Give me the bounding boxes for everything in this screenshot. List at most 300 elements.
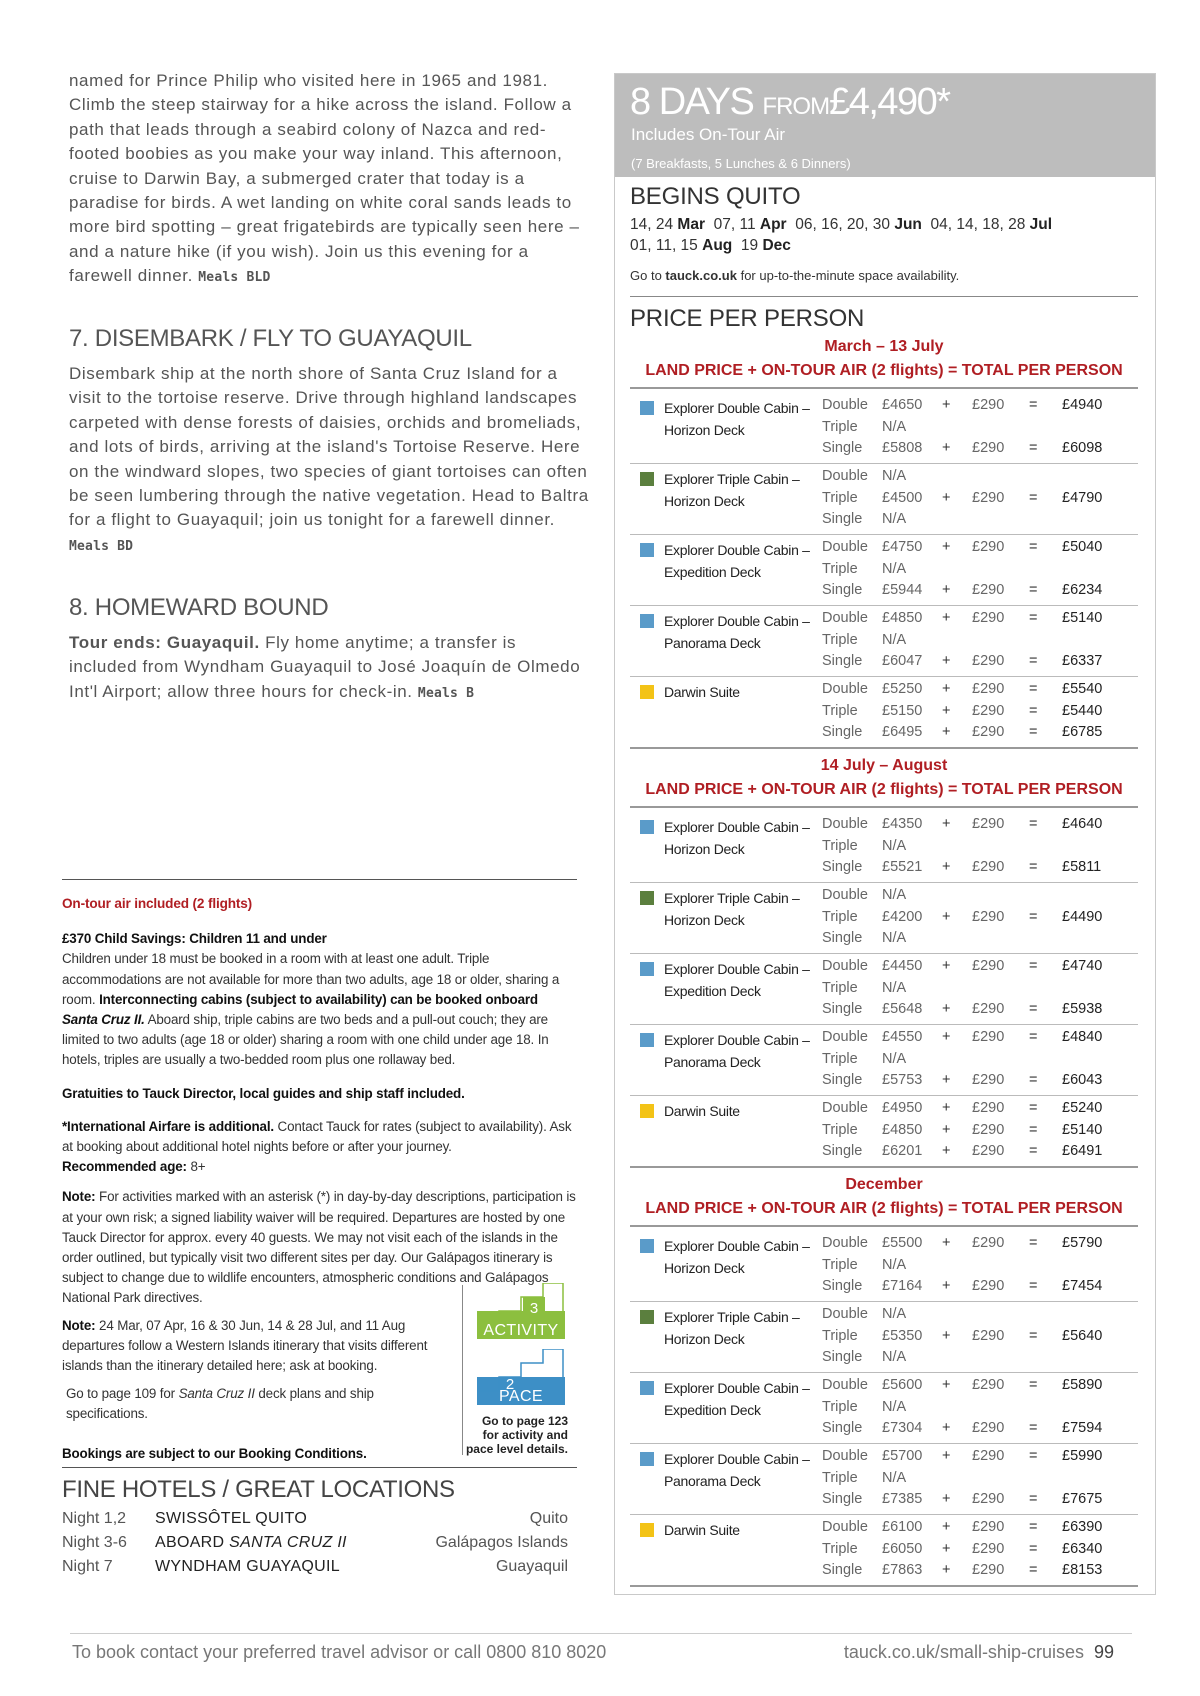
price-tot: £4790 [1062,489,1103,506]
price-land: £6495 [882,724,923,741]
price-plus: + [942,724,951,741]
price-land: £5150 [882,702,923,719]
price-eq: = [1029,1072,1038,1089]
price-land: N/A [882,1306,907,1322]
cabin-color-key [640,1310,654,1324]
price-plus: + [942,859,951,876]
price-period-title: December [845,1176,923,1193]
price-air: £290 [972,1540,1005,1557]
cabin-name: Explorer Triple Cabin – Horizon Deck [664,1309,800,1347]
price-air: £290 [972,724,1005,741]
price-air: £290 [972,816,1005,832]
price-occ: Single [822,440,863,457]
cabin-color-key [640,685,654,699]
price-occ: Triple [822,418,858,435]
cabin-divider [630,1514,1138,1515]
price-occ: Single [822,1420,863,1437]
divider [630,1225,1138,1227]
cabin-divider [630,1024,1138,1025]
price-occ: Triple [822,979,858,996]
begins-city: BEGINS QUITO [630,183,801,210]
price-occ: Single [822,582,863,599]
price-land: N/A [882,887,907,903]
tauck-link[interactable]: tauck.co.uk [665,268,737,283]
price-tot: £8153 [1062,1562,1103,1579]
price-air: £290 [972,1072,1005,1089]
hotel-row: Night 3-6 ABOARD SANTA CRUZ II Galápagos Islands [62,1534,568,1551]
tour-notes [62,894,577,1320]
price-land: £4950 [882,1100,923,1116]
pace-level-number: 2 [505,1376,515,1393]
price-land: N/A [882,1050,907,1067]
price-land: £6047 [882,653,923,670]
price-eq: = [1029,1121,1038,1138]
footer-url[interactable]: tauck.co.uk/small-ship-cruises [843,1642,1084,1662]
price-plus: + [942,1562,951,1579]
booking-conditions-note: Bookings are subject to our Booking Conditions. [62,1446,367,1461]
price-eq: = [1029,582,1038,599]
price-eq: = [1029,1448,1038,1464]
price-plus: + [942,1100,951,1116]
price-air: £290 [972,1001,1005,1018]
cabin-divider [630,1095,1138,1096]
availability-note: Go to tauck.co.uk for up-to-the-minute space availability. [630,268,960,283]
price-occ: Triple [822,1327,858,1344]
price-tot: £5790 [1062,1235,1103,1251]
price-air: £290 [972,1143,1005,1160]
price-plus: + [942,1235,951,1251]
activity-pace-reference: Go to page 123 for activity and pace level details. [465,1414,568,1456]
activity-level-number: 3 [529,1300,539,1317]
price-plus: + [942,539,951,555]
child-savings-note: £370 Child Savings: Children 11 and under Children under 18 must be booked in a room with at least one adult. Triple accommodations are not available for more than two adults, age 18 or older, sharing a room. Interconnecting cabins (subject to availability) can be booked onboard Santa Cruz II. Aboard ship, triple cabins are two beds and a pull-out couch; they are limited to two adults (age 18 or older) sharing a room with one child under age 18. In hotels, triples are usually a two-bedded room plus one rollaway bed. [62,931,560,1068]
price-occ: Triple [822,1121,858,1138]
activity-level-label: ACTIVITY [483,1322,559,1339]
price-eq: = [1029,1540,1038,1557]
price-eq: = [1029,1327,1038,1344]
price-occ: Triple [822,560,858,577]
cabin-divider [630,676,1138,677]
footer-booking-contact: To book contact your preferred travel advisor or call 0800 810 8020 [72,1642,607,1662]
price-occ: Single [822,1001,863,1018]
price-land: £6201 [882,1143,923,1160]
price-land: £5944 [882,582,923,599]
cabin-color-key [640,614,654,628]
price-occ: Single [822,653,863,670]
price-formula: LAND PRICE + ON-TOUR AIR (2 flights) = TOTAL PER PERSON [645,781,1123,798]
price-land: £7164 [882,1278,923,1295]
price-occ: Single [822,1072,863,1089]
badge-divider [462,1285,463,1455]
price-plus: + [942,610,951,626]
cabin-color-key [640,1104,654,1118]
cabin-color-key [640,543,654,557]
price-air: £290 [972,958,1005,974]
price-occ: Double [822,958,868,974]
cabin-name: Darwin Suite [664,1522,740,1538]
notes-top-rule [62,879,577,880]
price-plus: + [942,1029,951,1045]
price-plus: + [942,440,951,457]
price-tot: £4740 [1062,958,1103,974]
price-tot: £7675 [1062,1491,1103,1508]
price-eq: = [1029,816,1038,832]
price-occ: Single [822,1143,863,1160]
price-occ: Single [822,1349,863,1366]
price-land: £5250 [882,681,923,697]
price-plus: + [942,816,951,832]
price-occ: Single [822,724,863,741]
price-tot: £6043 [1062,1072,1103,1089]
price-air: £290 [972,397,1005,413]
meals-label: Meals BLD [198,270,271,286]
hotel-row: Night 7 WYNDHAM GUAYAQUIL Guayaquil [62,1558,568,1575]
cabin-divider [630,1372,1138,1373]
price-air: £290 [972,1100,1005,1116]
price-plus: + [942,1001,951,1018]
price-tot: £5040 [1062,539,1103,555]
price-land: N/A [882,930,907,947]
price-plus: + [942,1448,951,1464]
cabin-name: Explorer Triple Cabin – Horizon Deck [664,890,800,928]
price-air: £290 [972,1377,1005,1393]
price-tot: £5640 [1062,1327,1103,1344]
price-land: £4350 [882,816,923,832]
price-land: £4850 [882,1121,923,1138]
price-air: £290 [972,610,1005,626]
cabin-name: Darwin Suite [664,684,740,700]
divider [630,747,1138,749]
hotel-row: Night 1,2 SWISSÔTEL QUITO Quito [62,1510,568,1527]
western-islands-note: Note: 24 Mar, 07 Apr, 16 & 30 Jun, 14 & 28 Jul, and 11 Aug departures follow a Western Islands itinerary that visits different islands than the itinerary detailed here; ask at booking. [62,1318,428,1374]
price-per-person-title: PRICE PER PERSON [630,305,865,332]
price-land: £7385 [882,1491,923,1508]
price-plus: + [942,1121,951,1138]
cabin-name: Explorer Double Cabin – Horizon Deck [664,819,810,857]
price-occ: Double [822,1235,868,1251]
price-land: £5521 [882,859,923,876]
price-tot: £5811 [1062,859,1102,876]
price-occ: Triple [822,631,858,648]
price-occ: Triple [822,1398,858,1415]
price-land: £7863 [882,1562,923,1579]
price-plus: + [942,1327,951,1344]
price-plus: + [942,1540,951,1557]
price-plus: + [942,489,951,506]
divider [630,296,1138,297]
cabin-divider [630,605,1138,606]
price-land: £5753 [882,1072,923,1089]
price-plus: + [942,681,951,697]
price-eq: = [1029,859,1038,876]
price-land: £5808 [882,440,923,457]
price-land: £4450 [882,958,923,974]
cabin-color-key [640,472,654,486]
price-land: £7304 [882,1420,923,1437]
included-meals: (7 Breakfasts, 5 Lunches & 6 Dinners) [631,156,851,171]
price-occ: Double [822,1306,868,1322]
cabin-color-key [640,401,654,415]
price-occ: Triple [822,837,858,854]
price-plus: + [942,582,951,599]
cabin-divider [630,882,1138,883]
price-land: N/A [882,1398,907,1415]
price-occ: Double [822,816,868,832]
price-tot: £6340 [1062,1540,1103,1557]
price-occ: Triple [822,489,858,506]
price-occ: Single [822,1278,863,1295]
price-land: £4650 [882,397,923,413]
price-eq: = [1029,1519,1038,1535]
cabin-divider [630,463,1138,464]
price-air: £290 [972,440,1005,457]
hotels-title: FINE HOTELS / GREAT LOCATIONS [62,1476,455,1503]
price-tot: £6337 [1062,653,1103,670]
price-eq: = [1029,724,1038,741]
price-air: £290 [972,1562,1005,1579]
price-land: £4200 [882,908,923,925]
price-eq: = [1029,1420,1038,1437]
price-air: £290 [972,1420,1005,1437]
price-eq: = [1029,1491,1038,1508]
price-formula: LAND PRICE + ON-TOUR AIR (2 flights) = TOTAL PER PERSON [645,362,1123,379]
price-eq: = [1029,908,1038,925]
price-tot: £5140 [1062,1121,1103,1138]
price-eq: = [1029,1377,1038,1393]
price-plus: + [942,397,951,413]
cabin-color-key [640,1033,654,1047]
price-plus: + [942,1491,951,1508]
price-eq: = [1029,958,1038,974]
cabin-divider [630,534,1138,535]
price-formula: LAND PRICE + ON-TOUR AIR (2 flights) = TOTAL PER PERSON [645,1200,1123,1217]
divider [630,806,1138,808]
cabin-name: Explorer Double Cabin – Horizon Deck [664,400,810,438]
price-occ: Double [822,610,868,626]
cabin-name: Explorer Double Cabin – Expedition Deck [664,542,810,580]
cabin-name: Explorer Double Cabin – Horizon Deck [664,1238,810,1276]
price-eq: = [1029,1278,1038,1295]
day7-title: 7. DISEMBARK / FLY TO GUAYAQUIL [69,325,472,352]
cabin-name: Explorer Double Cabin – Panorama Deck [664,1032,810,1070]
price-eq: = [1029,1100,1038,1116]
price-occ: Double [822,1100,868,1116]
price-land: £4850 [882,610,923,626]
price-occ: Triple [822,908,858,925]
price-air: £290 [972,702,1005,719]
price-occ: Triple [822,1256,858,1273]
price-tot: £5890 [1062,1377,1103,1393]
price-plus: + [942,1377,951,1393]
price-occ: Triple [822,1469,858,1486]
departure-dates: 14, 24 Mar 07, 11 Apr 06, 16, 20, 30 Jun 04, 14, 18, 28 Jul 01, 11, 15 Aug 19 Dec [630,216,1053,254]
price-air: £290 [972,1448,1005,1464]
price-air: £290 [972,1327,1005,1344]
price-eq: = [1029,1001,1038,1018]
cabin-divider [630,1443,1138,1444]
price-occ: Triple [822,1540,858,1557]
price-eq: = [1029,440,1038,457]
cabin-name: Explorer Double Cabin – Panorama Deck [664,613,810,651]
price-air: £290 [972,582,1005,599]
price-land: £5648 [882,1001,923,1018]
meals-label: Meals BD [69,538,134,554]
cabin-name: Explorer Triple Cabin – Horizon Deck [664,471,800,509]
price-occ: Single [822,1491,863,1508]
divider [630,387,1138,389]
price-tot: £4940 [1062,397,1103,413]
price-tot: £6785 [1062,724,1103,741]
cabin-name: Explorer Double Cabin – Panorama Deck [664,1451,810,1489]
price-occ: Double [822,1029,868,1045]
price-tot: £4640 [1062,816,1103,832]
price-land: N/A [882,979,907,996]
price-occ: Single [822,1562,863,1579]
price-tot: £6390 [1062,1519,1103,1535]
price-tot: £6491 [1062,1143,1103,1160]
price-eq: = [1029,1562,1038,1579]
price-land: £4550 [882,1029,923,1045]
price-land: N/A [882,1469,907,1486]
cabin-color-key [640,891,654,905]
cabin-color-key [640,962,654,976]
price-eq: = [1029,489,1038,506]
price-tot: £5440 [1062,702,1103,719]
price-land: N/A [882,560,907,577]
price-occ: Double [822,539,868,555]
divider [630,1166,1138,1168]
price-occ: Double [822,1519,868,1535]
price-plus: + [942,1143,951,1160]
pace-level-badge [477,1349,565,1405]
cabin-name: Darwin Suite [664,1103,740,1119]
price-tot: £5240 [1062,1100,1103,1116]
price-plus: + [942,1420,951,1437]
cabin-name: Explorer Double Cabin – Expedition Deck [664,1380,810,1418]
price-panel-header [615,74,1155,177]
price-air: £290 [972,859,1005,876]
price-eq: = [1029,610,1038,626]
price-tot: £6234 [1062,582,1103,599]
price-air: £290 [972,653,1005,670]
activity-level-badge [477,1283,565,1339]
price-eq: = [1029,539,1038,555]
air-included-note: On-tour air included (2 flights) [62,896,253,911]
price-plus: + [942,1278,951,1295]
gratuities-note: Gratuities to Tauck Director, local guides and ship staff included. [62,1085,465,1101]
price-period-title: 14 July – August [820,757,948,774]
price-air: £290 [972,1519,1005,1535]
meals-label: Meals B [417,685,475,701]
price-land: N/A [882,418,907,435]
price-land: N/A [882,511,907,528]
price-air: £290 [972,1029,1005,1045]
price-air: £290 [972,539,1005,555]
price-air: £290 [972,1278,1005,1295]
footer-website [844,1642,1114,1663]
price-land: £4750 [882,539,923,555]
price-eq: = [1029,1029,1038,1045]
footer-rule [70,1633,1132,1634]
price-eq: = [1029,702,1038,719]
price-air: £290 [972,1491,1005,1508]
price-eq: = [1029,1235,1038,1251]
price-land: £5600 [882,1377,923,1393]
price-land: £4500 [882,489,923,506]
price-occ: Single [822,511,863,528]
price-tot: £6098 [1062,440,1103,457]
price-occ: Double [822,887,868,903]
price-land: N/A [882,468,907,484]
price-tot: £4840 [1062,1029,1103,1045]
price-air: £290 [972,681,1005,697]
price-occ: Triple [822,1050,858,1067]
price-plus: + [942,908,951,925]
cabin-color-key [640,1381,654,1395]
cabin-divider [630,953,1138,954]
price-land: N/A [882,631,907,648]
day8-title: 8. HOMEWARD BOUND [69,594,329,621]
day6-continued-text: named for Prince Philip who visited here in 1965 and 1981. Climb the steep stairway for a hike across the island. Follow a path that leads through a seabird colony of Nazca and red-footed boobies as you make your way inland. This afternoon, cruise to Darwin Bay, a submerged crater that today is a paradise for birds. A wet landing on white coral sands leads to more bird spotting – great frigatebirds are typically seen here – and a nature hike (if you wish). Join us this evening for a farewell dinner. Meals BLD [69,71,580,286]
price-air: £290 [972,1235,1005,1251]
price-eq: = [1029,653,1038,670]
cabin-color-key [640,1452,654,1466]
price-land: £5350 [882,1327,923,1344]
price-land: £5500 [882,1235,923,1251]
price-occ: Double [822,1448,868,1464]
deck-plans-note: Go to page 109 for Santa Cruz II deck plans and ship specifications. [66,1386,374,1422]
price-tot: £7454 [1062,1278,1103,1295]
cabin-name: Explorer Double Cabin – Expedition Deck [664,961,810,999]
price-tot: £5990 [1062,1448,1103,1464]
airfare-note: *International Airfare is additional. Contact Tauck for rates (subject to availability). Ask at booking about additional hotel nights before or after your journey. Recommended age: 8+ [62,1118,572,1175]
price-occ: Double [822,681,868,697]
price-plus: + [942,1072,951,1089]
price-land: N/A [882,837,907,854]
headline-price: 8 DAYS FROM£4,490* [630,81,950,123]
price-tot: £4490 [1062,908,1103,925]
price-period-title: March – 13 July [824,338,944,355]
price-plus: + [942,702,951,719]
price-tot: £5938 [1062,1001,1103,1018]
price-land: £6050 [882,1540,923,1557]
price-occ: Double [822,397,868,413]
cabin-color-key [640,1523,654,1537]
day8-text: Tour ends: Guayaquil. Fly home anytime; a transfer is included from Wyndham Guayaquil to José Joaquín de Olmedo Int'l Airport; allow three hours for check-in. Meals B [69,633,581,701]
divider [630,1585,1138,1587]
price-eq: = [1029,397,1038,413]
price-land: £5700 [882,1448,923,1464]
price-eq: = [1029,1143,1038,1160]
includes-air: Includes On-Tour Air [631,125,786,144]
activities-note: Note: For activities marked with an asterisk (*) in day-by-day descriptions, participation is at your own risk; a signed liability waiver will be required. Departures are hosted by one Tauck Director for approx. every 40 guests. We may not visit each of the islands in the order outlined, but typically visit two different sites per day. Our Galápagos itinerary is subject to change due to wildlife encounters, atmospheric conditions and Galápagos National Park directives. [62,1189,576,1306]
cabin-color-key [640,1239,654,1253]
cabin-divider [630,1301,1138,1302]
price-eq: = [1029,681,1038,697]
price-occ: Double [822,468,868,484]
price-land: N/A [882,1256,907,1273]
day7-text: Disembark ship at the north shore of Santa Cruz Island for a visit to the tortoise reserve. Drive through highland landscapes carpeted with dense forests of daisies, orchids and bromeliads, and lots of birds, arriving at the island's Tortoise Reserve. Here on the windward slopes, two species of giant tortoises can often be seen lumbering through the native vegetation. Head to Baltra for a flight to Guayaquil; join us tonight for a farewell dinner. Meals BD [69,364,589,554]
price-air: £290 [972,1121,1005,1138]
price-air: £290 [972,489,1005,506]
page-number: 99 [1093,1642,1114,1662]
cabin-color-key [640,820,654,834]
price-land: N/A [882,1349,907,1366]
pace-level-label: PACE [499,1388,543,1405]
price-tot: £5140 [1062,610,1103,626]
price-occ: Single [822,930,863,947]
price-tot: £5540 [1062,681,1103,697]
